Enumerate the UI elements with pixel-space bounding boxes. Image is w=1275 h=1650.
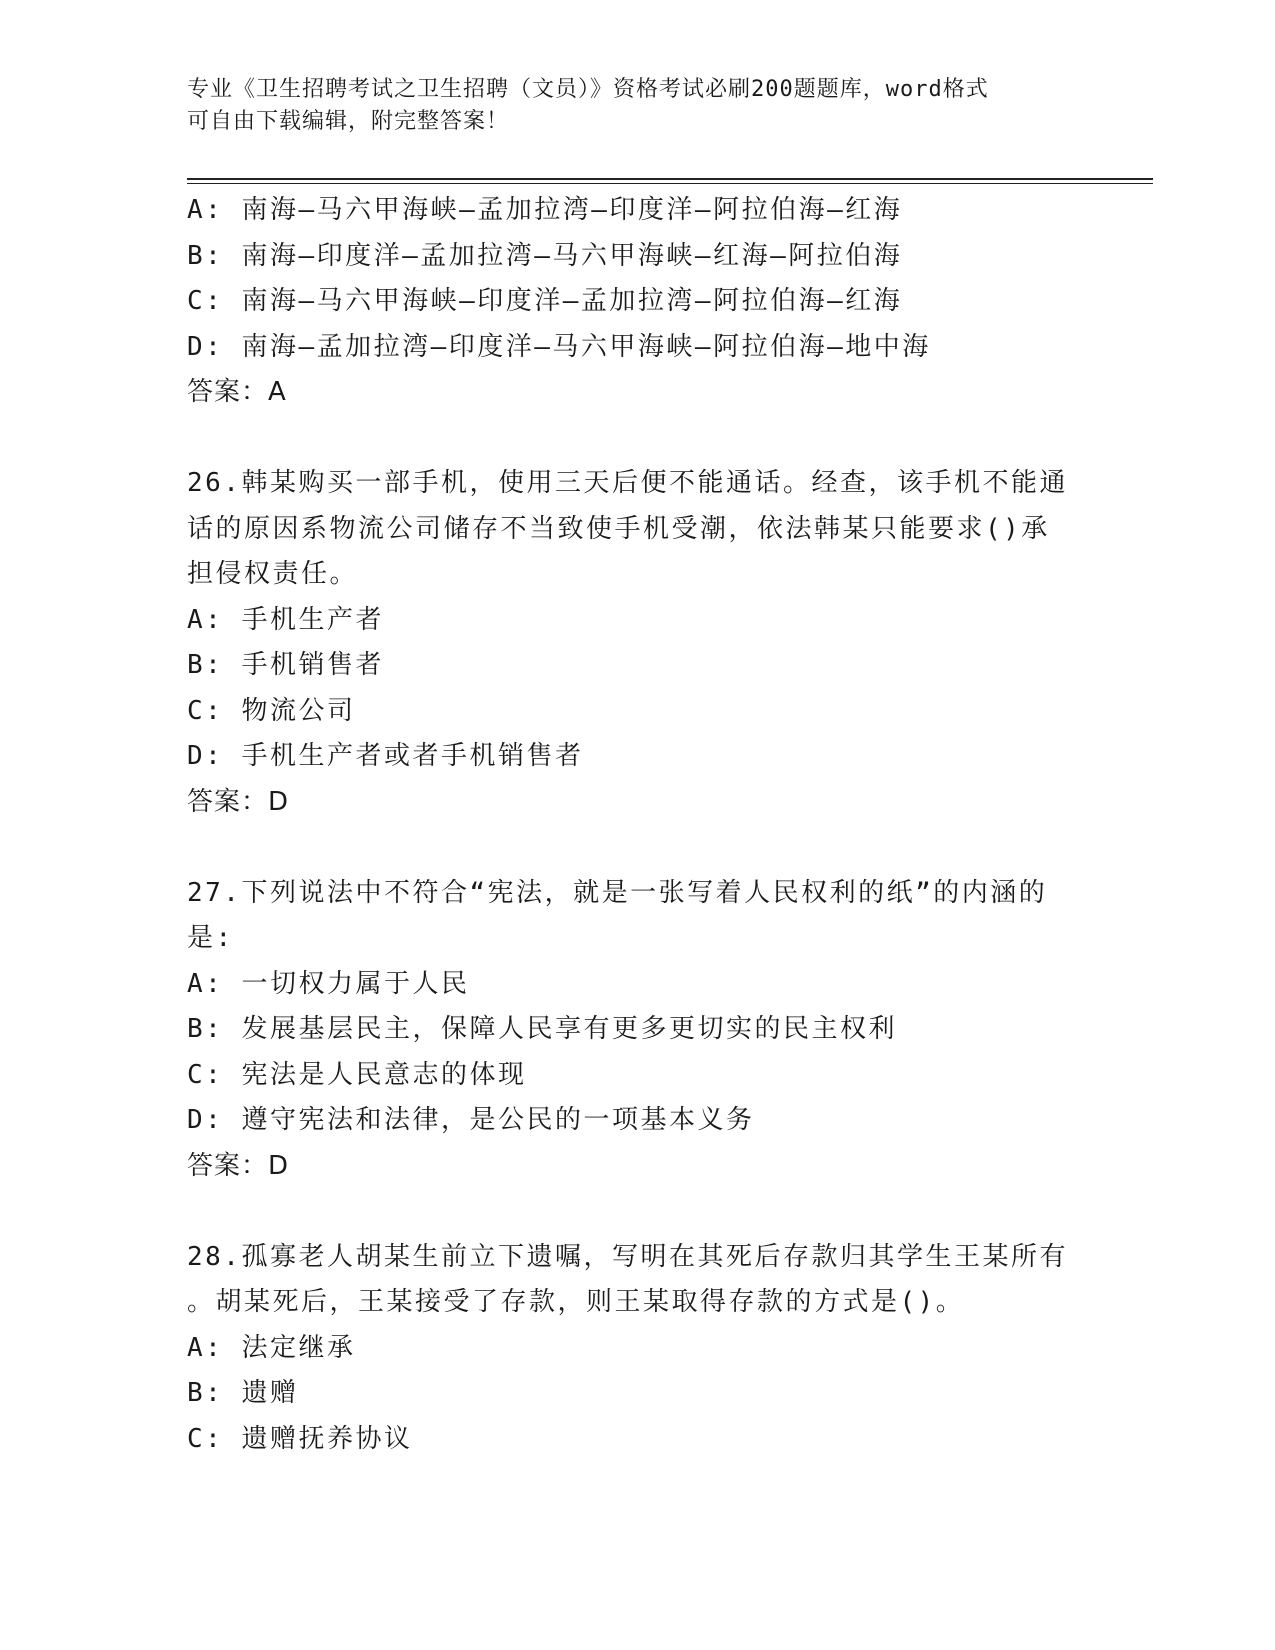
- document-header: [187, 74, 1067, 138]
- q28-stem-line-1: 28.孤寡老人胡某生前立下遗嘱，写明在其死后存款归其学生王某所有: [187, 1241, 1068, 1272]
- q26-stem-line-3: 担侵权责任。: [187, 559, 359, 589]
- q25-option-c: C: 南海—马六甲海峡—印度洋—孟加拉湾—阿拉伯海—红海: [187, 286, 903, 316]
- q26-stem-line-1: 26.韩某购买一部手机，使用三天后便不能通话。经查，该手机不能通: [187, 468, 1068, 498]
- q25-option-d: D: 南海—孟加拉湾—印度洋—马六甲海峡—阿拉伯海—地中海: [187, 331, 931, 362]
- question-26: [187, 461, 1087, 825]
- q27-stem-line-2: 是:: [187, 923, 234, 953]
- q27-stem-line-1: 27.下列说法中不符合“宪法，就是一张写着人民权利的纸”的内涵的: [187, 877, 1048, 908]
- question-25: [187, 188, 1087, 416]
- q26-option-c: C: 物流公司: [187, 695, 356, 726]
- q26-option-a: A: 手机生产者: [187, 604, 384, 635]
- q26-option-b: B: 手机销售者: [187, 650, 384, 680]
- q26-stem-line-2: 话的原因系物流公司储存不当致使手机受潮，依法韩某只能要求()承: [187, 513, 1050, 544]
- q27-option-b: B: 发展基层民主，保障人民享有更多更切实的民主权利: [187, 1014, 897, 1044]
- question-spacer: [187, 1189, 1087, 1235]
- header-title-line-2: 可自由下载编辑，附完整答案！: [187, 109, 510, 134]
- question-spacer: [187, 416, 1087, 462]
- q25-option-b: B: 南海—印度洋—孟加拉湾—马六甲海峡—红海—阿拉伯海: [187, 240, 903, 271]
- q28-option-c: C: 遗赠抚养协议: [187, 1423, 413, 1454]
- q27-option-d: D: 遵守宪法和法律，是公民的一项基本义务: [187, 1105, 755, 1135]
- header-title-line-1: 专业《卫生招聘考试之卫生招聘（文员）》资格考试必刷200题题库，word格式: [187, 77, 989, 102]
- q26-answer: 答案：D: [187, 786, 290, 817]
- q25-answer: 答案：A: [187, 377, 287, 407]
- q27-option-a: A: 一切权力属于人民: [187, 968, 470, 999]
- q28-stem-line-2: 。胡某死后，王某接受了存款，则王某取得存款的方式是()。: [187, 1287, 965, 1317]
- q28-option-b: B: 遗赠: [187, 1378, 299, 1408]
- q26-option-d: D: 手机生产者或者手机销售者: [187, 741, 584, 771]
- q27-option-c: C: 宪法是人民意志的体现: [187, 1059, 527, 1090]
- question-27: [187, 871, 1087, 1190]
- q28-option-a: A: 法定继承: [187, 1332, 356, 1363]
- header-divider-thin: [187, 183, 1153, 184]
- header-divider-thick: [187, 178, 1153, 180]
- q27-answer: 答案：D: [187, 1150, 290, 1181]
- question-spacer: [187, 825, 1087, 871]
- question-28: [187, 1235, 1087, 1463]
- question-list: [187, 188, 1087, 1462]
- q25-option-a: A: 南海—马六甲海峡—孟加拉湾—印度洋—阿拉伯海—红海: [187, 195, 903, 225]
